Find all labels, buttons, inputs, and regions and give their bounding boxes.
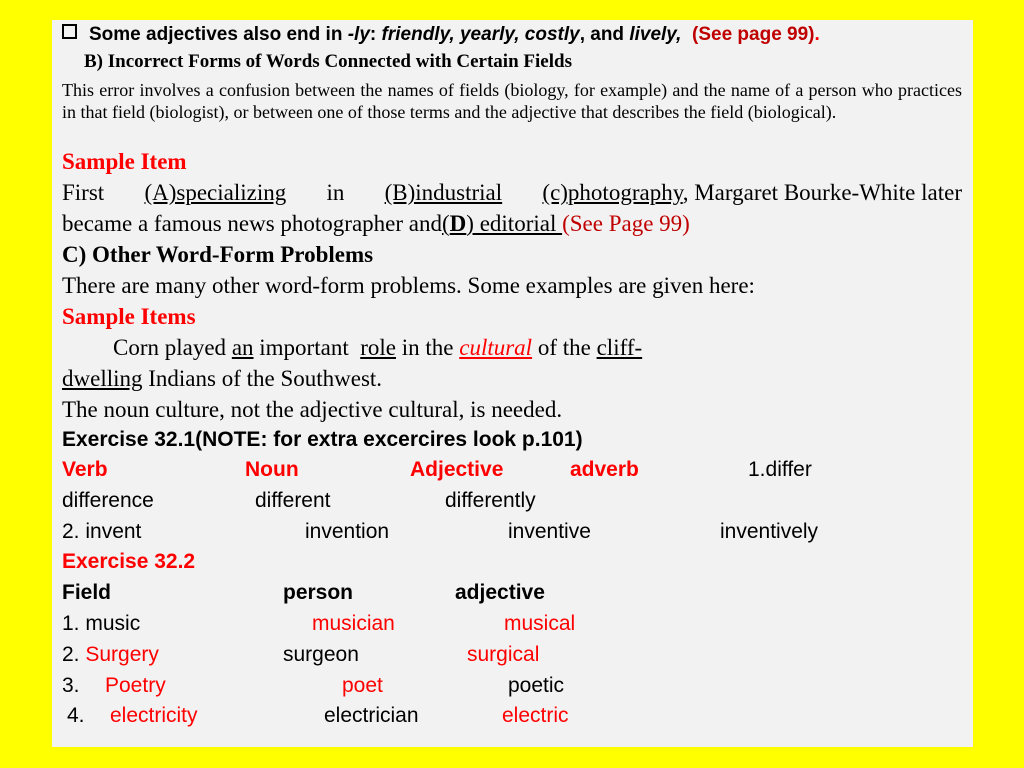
sample-item-word-in: in (326, 180, 345, 205)
ex321-header-adverb: adverb (570, 458, 639, 481)
option-d-letter: D (449, 211, 467, 236)
option-d (442, 211, 562, 236)
sample-items-text5: Indians of the Southwest. (142, 366, 383, 391)
sample-items-text1: Corn played (113, 335, 232, 360)
bullet-dot: . (814, 24, 820, 45)
ex322-row4-field: electricity (110, 704, 198, 727)
ex322-row2-num: 2. (62, 643, 86, 666)
bullet-suffix: -ly (347, 24, 370, 45)
ex321-row2-adjective: inventive (508, 520, 591, 543)
bullet-lively: lively, (629, 24, 682, 45)
section-c-intro: There are many other word-form problems. Some examples are given here: (62, 273, 755, 298)
ex322-row2-field (62, 643, 159, 667)
sample-item-rest: , Margaret Bourke-White later (682, 180, 962, 205)
underlined-dwelling: dwelling (62, 366, 143, 391)
ex321-row1-noun: difference (62, 489, 154, 512)
exercise-32-1-heading: Exercise 32.1(NOTE: for extra excercires look p.101) (62, 428, 583, 451)
sample-items-text3: in the (395, 335, 460, 360)
sample-item-line1 (62, 180, 962, 206)
sample-items-text4: of the (532, 335, 597, 360)
option-a: (A)specializing (144, 180, 287, 205)
underlined-role: role (360, 335, 396, 360)
sample-item-word-first: First (62, 180, 105, 205)
sample-item-line2-text: became a famous news photographer and (62, 211, 442, 236)
ex322-header-person: person (283, 581, 354, 604)
ex321-header-adjective: Adjective (410, 458, 504, 481)
ex321-row2-verb: 2. invent (62, 520, 142, 543)
bullet-text: Some adjectives also end in (89, 24, 348, 45)
sample-items-explanation: The noun culture, not the adjective cultural, is needed. (62, 397, 563, 422)
sample-item-line2 (62, 211, 690, 237)
ex322-row1-field-text: music (85, 612, 141, 635)
ex322-row3-person: poet (342, 674, 383, 697)
option-d-text: ) editorial (466, 211, 563, 236)
option-b: (B)industrial (384, 180, 503, 205)
option-d-open: ( (442, 211, 450, 236)
underlined-cultural: cultural (459, 335, 533, 360)
sample-items-line2 (62, 366, 382, 392)
bullet-examples: friendly, yearly, costly (381, 24, 580, 45)
ex322-header-adjective: adjective (455, 581, 545, 604)
ex322-row4-adjective: electric (502, 704, 569, 727)
sample-item-heading: Sample Item (62, 149, 187, 174)
ex322-row4-num: 4. (67, 704, 85, 727)
ex321-row1-adverb: differently (445, 489, 536, 512)
ex322-row3-adjective: poetic (508, 674, 565, 697)
checkbox-bullet-icon (62, 24, 77, 39)
sample-items-line1 (113, 335, 642, 361)
sample-items-heading: Sample Items (62, 304, 196, 329)
ex322-row1-adjective: musical (504, 612, 576, 635)
ex321-header-verb: Verb (62, 458, 108, 481)
ex322-row1-num: 1. (62, 612, 86, 635)
bullet-colon: : (369, 24, 382, 45)
ex322-row3-field: Poetry (105, 674, 166, 697)
ex321-row2-adverb: inventively (720, 520, 819, 543)
bullet-line (62, 24, 820, 46)
underlined-cliff: cliff- (596, 335, 643, 360)
ex321-header-noun: Noun (245, 458, 299, 481)
ex322-row1-person: musician (312, 612, 395, 635)
ex321-row2-noun: invention (305, 520, 390, 543)
sample-item-see-page: (See Page 99) (562, 211, 690, 236)
sample-items-text2: important (253, 335, 361, 360)
section-c-heading: C) Other Word-Form Problems (62, 242, 374, 267)
ex321-row1-adjective: different (255, 489, 331, 512)
ex322-row3-num: 3. (62, 674, 80, 697)
ex322-header-field: Field (62, 581, 112, 604)
section-b-heading: B) Incorrect Forms of Words Connected with Certain Fields (84, 51, 572, 72)
option-c: (c)photography (542, 180, 683, 205)
ex321-row1-verb: 1.differ (748, 458, 812, 481)
exercise-32-2-heading: Exercise 32.2 (62, 550, 196, 573)
ex322-row2-person: surgeon (283, 643, 359, 666)
ex322-row2-adjective: surgical (467, 643, 540, 666)
bullet-see-page: (See page 99) (692, 24, 815, 45)
section-b-body: This error involves a confusion between the names of fields (biology, for example) and the name of a person who practices in that field (biologist), or between one of those terms and the adjective that describes the field (biological). (62, 80, 962, 122)
ex322-row1-field (62, 612, 140, 636)
ex322-row4-person: electrician (324, 704, 419, 727)
ex322-row2-field-text: Surgery (85, 643, 159, 666)
bullet-and: , and (579, 24, 630, 45)
underlined-an: an (231, 335, 254, 360)
